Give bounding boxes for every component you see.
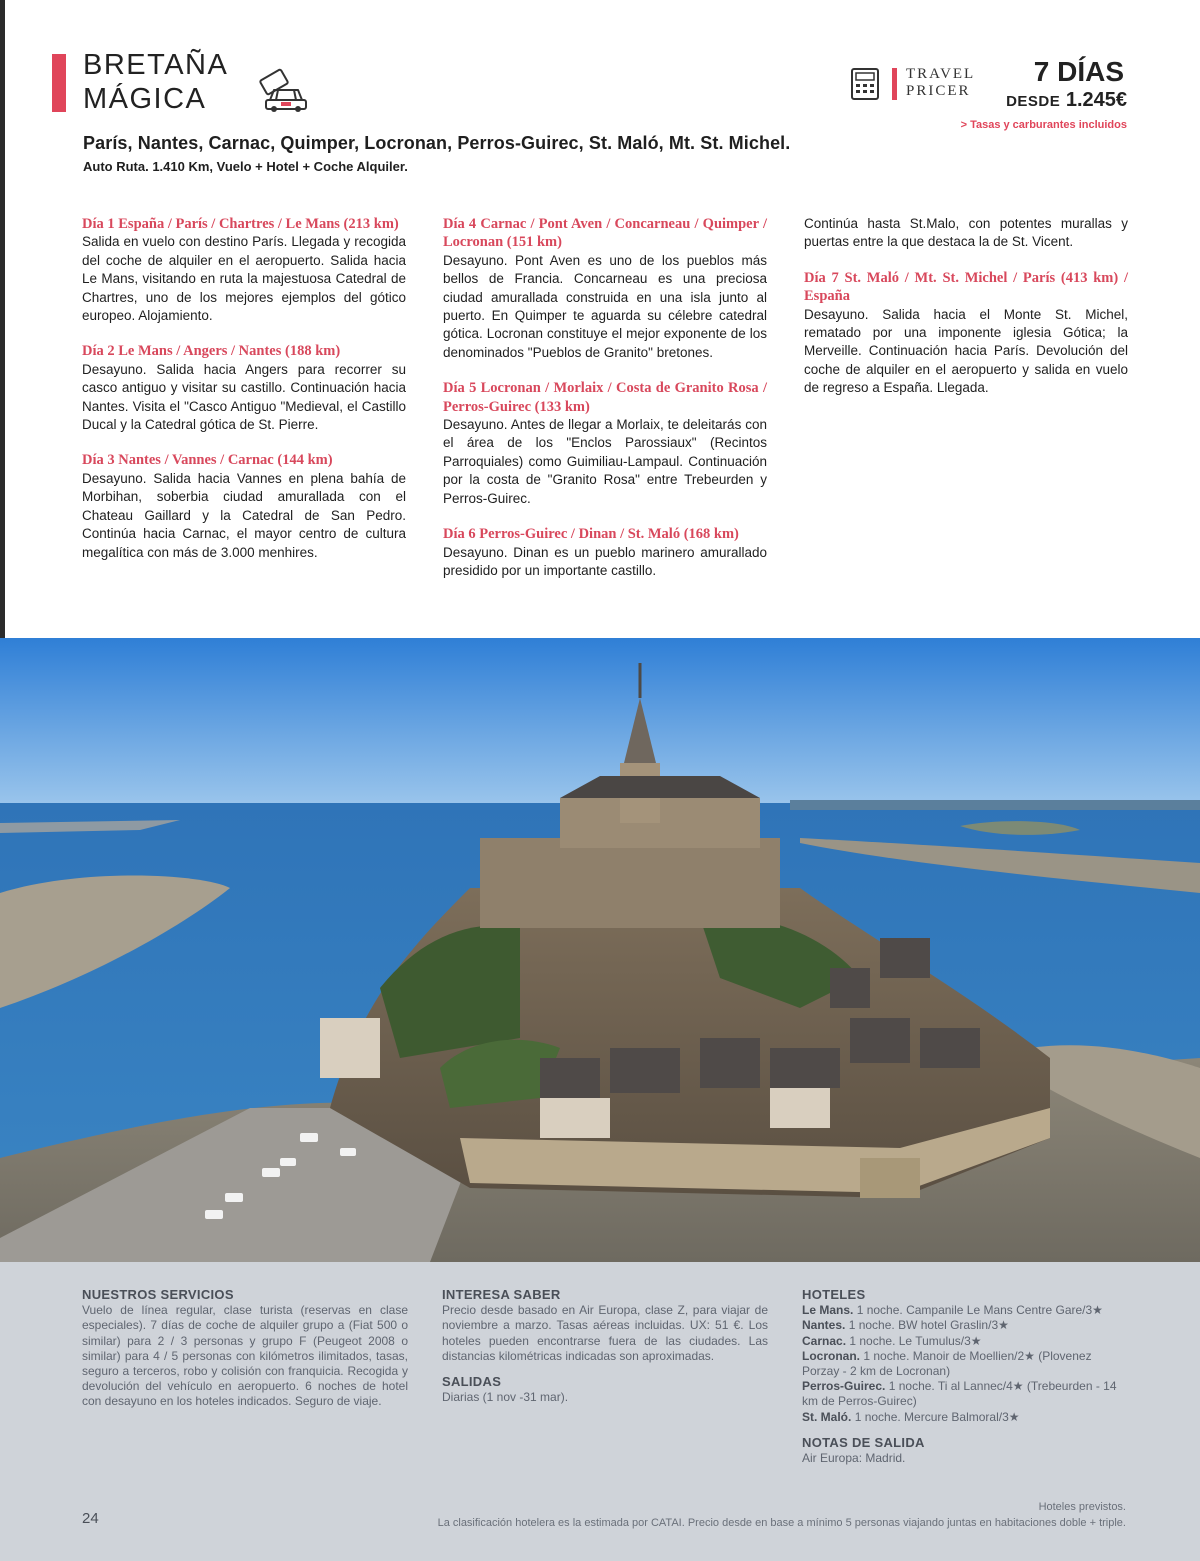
- day-description: Desayuno. Salida hacia Vannes en plena bahía de Morbihan, soberbia ciudad amurallada con el Chateau Gaillard y la Catedral de San Pedro. Continúa hacia Carnac, el mayor centro de cultura megalítica con más de 3.000 menhires.: [82, 470, 406, 560]
- hotel-city: Perros-Guirec.: [802, 1379, 886, 1394]
- itinerary-day: [804, 269, 1128, 398]
- hotel-detail: 1 noche. Manoir de Moellien/2★ (Plovenez Porzay - 2 km de Locronan): [802, 1348, 1092, 1379]
- day-description: Desayuno. Salida hacia Angers para recorrer su casco antiguo y visitar su castillo. Continuación hacia Nantes. Visita el "Casco Antiguo "Medieval, el Castillo Ducal y la Catedral gótica de St. Pierre.: [82, 361, 406, 433]
- hotel-entry: [802, 1334, 1128, 1349]
- day-title: Día 1 España / París / Chartres / Le Mans (213 km): [82, 216, 399, 232]
- page-number: 24: [82, 1510, 99, 1527]
- hotel-city: Nantes.: [802, 1318, 846, 1333]
- good-to-know-column: [442, 1287, 768, 1405]
- cities-list: París, Nantes, Carnac, Quimper, Locronan, Perros-Guirec, St. Maló, Mt. St. Michel.: [83, 133, 791, 153]
- hotel-city: Carnac.: [802, 1333, 847, 1348]
- day-description: Desayuno. Dinan es un pueblo marinero amurallado presidido por un importante castillo.: [443, 544, 767, 578]
- hotel-entry: [802, 1379, 1128, 1409]
- hotel-city: Locronan.: [802, 1348, 861, 1363]
- hotel-entry: [802, 1318, 1128, 1333]
- calculator-icon: [850, 67, 880, 101]
- day-title: Día 3 Nantes / Vannes / Carnac (144 km): [82, 452, 333, 469]
- departures-text: Diarias (1 nov -31 mar).: [442, 1390, 569, 1405]
- day-title: Día 6 Perros-Guirec / Dinan / St. Maló (168 km): [443, 526, 739, 543]
- hotel-detail: 1 noche. Campanile Le Mans Centre Gare/3★: [856, 1303, 1103, 1318]
- services-heading: NUESTROS SERVICIOS: [82, 1287, 234, 1302]
- day-title: Día 7 St. Maló / Mt. St. Michel / París (413 km) / España: [804, 269, 1128, 305]
- itinerary-continuation: [804, 215, 1128, 252]
- good-to-know-heading: INTERESA SABER: [442, 1287, 561, 1302]
- hotel-city: Le Mans.: [802, 1303, 854, 1318]
- itinerary-column-1: [82, 215, 406, 579]
- pricer-line-1: TRAVEL: [906, 66, 976, 82]
- hotel-detail: 1 noche. Le Tumulus/3★: [849, 1333, 982, 1348]
- itinerary-column-3: [804, 215, 1128, 415]
- itinerary-column-2: [443, 215, 767, 597]
- title-line-2: MÁGICA: [83, 83, 207, 115]
- taxes-note: > Tasas y carburantes incluidos: [960, 119, 1127, 131]
- footer-note-2: La clasificación hotelera es la estimada por CATAI. Precio desde en base a mínimo 5 personas viajando juntas en habitaciones doble + triple.: [437, 1517, 1126, 1529]
- hotel-entry: [802, 1410, 1128, 1425]
- trip-price: [1006, 89, 1127, 112]
- departures-heading: SALIDAS: [442, 1374, 502, 1390]
- hotel-detail: 1 noche. Mercure Balmoral/3★: [854, 1409, 1020, 1424]
- footer-note-1: Hoteles previstos.: [1038, 1501, 1126, 1513]
- departure-notes-text: Air Europa: Madrid.: [802, 1451, 906, 1466]
- itinerary-day: [82, 215, 406, 325]
- hotel-detail: 1 noche. Ti al Lannec/4★ (Trebeurden - 14 km de Perros-Guirec): [802, 1379, 1117, 1409]
- pricer-accent-bar: [892, 68, 897, 100]
- info-section: [0, 1262, 1200, 1561]
- hotel-city: St. Maló.: [802, 1409, 852, 1424]
- itinerary-day: [443, 379, 767, 508]
- hotels-heading: HOTELES: [802, 1287, 866, 1302]
- day-title: Día 2 Le Mans / Angers / Nantes (188 km): [82, 343, 341, 360]
- price-amount: 1.245€: [1065, 89, 1127, 111]
- day-title: Día 4 Carnac / Pont Aven / Concarneau / Quimper / Locronan (151 km): [443, 216, 767, 251]
- itinerary-day: [82, 342, 406, 434]
- day-description: Desayuno. Salida hacia el Monte St. Michel, rematado por una imponente iglesia Gótica; la Merveille. Continuación hacia París. Devolución del coche de alquiler en el aeropuerto y salida en vuelo de regreso a España. Llegada.: [804, 306, 1128, 396]
- title-accent-bar: [52, 54, 66, 112]
- day-description: Salida en vuelo con destino París. Llegada y recogida del coche de alquiler en el aeropuerto. Salida hacia Le Mans, visitando en ruta la majestuosa Catedral de Chartres, uno de los mejores ejemplos del gótico europeo. Alojamiento.: [82, 234, 406, 324]
- good-to-know-text: Precio desde basado en Air Europa, clase Z, para viajar de noviembre a marzo. Tasas aéreas incluidas. UX: 51 €. Los hoteles pueden encontrarse fuera de las ciudades. Las distancias kilométricas indicadas son aproximadas.: [442, 1303, 768, 1363]
- mont-saint-michel-photo: [0, 638, 1200, 1262]
- title-line-1: BRETAÑA: [83, 49, 229, 81]
- travel-pricer-label: [906, 66, 975, 100]
- hotels-column: [802, 1287, 1128, 1466]
- itinerary-day: [82, 451, 406, 561]
- trip-duration: 7 DÍAS: [1033, 56, 1124, 87]
- departure-notes-heading: NOTAS DE SALIDA: [802, 1434, 925, 1450]
- services-text: Vuelo de línea regular, clase turista (reservas en clase especiales). 7 días de coche de alquiler grupo a (Fiat 500 o similar) para 2 / 3 personas y grupo F (Peugeot 2008 o similar) para 4 / 5 personas con kilómetros ilimitados, tasas, seguro a terceros, robo y colisión con franquicia. Recogida y devolución del vehículo en aeropuerto. 6 noches de hotel con desayuno en los hoteles indicados. Seguro de viaje.: [82, 1303, 408, 1409]
- hotel-detail: 1 noche. BW hotel Graslin/3★: [848, 1318, 1009, 1333]
- price-prefix: DESDE: [1006, 93, 1061, 110]
- services-column: [82, 1287, 408, 1410]
- page-edge-rule: [0, 0, 5, 640]
- day-title: Día 5 Locronan / Morlaix / Costa de Granito Rosa / Perros-Guirec (133 km): [443, 380, 767, 415]
- itinerary-day: [443, 215, 767, 362]
- route-summary: Auto Ruta. 1.410 Km, Vuelo + Hotel + Coche Alquiler.: [83, 159, 408, 174]
- itinerary-day: [443, 525, 767, 580]
- page-title: [83, 48, 228, 116]
- hotel-entry: [802, 1349, 1128, 1379]
- pricer-line-2: PRICER: [906, 83, 971, 99]
- day-description: Continúa hasta St.Malo, con potentes murallas y puertas entre la que destaca la de St. Vicent.: [804, 216, 1128, 250]
- day-description: Desayuno. Antes de llegar a Morlaix, te deleitarás con el área de los "Enclos Parossiaux" (Recintos Parroquiales) como Guimiliau-Lampaul. Continuación por la costa de "Granito Rosa" entre Trebeurden y Perros-Guirec.: [443, 417, 767, 506]
- fly-drive-car-icon: [256, 60, 312, 116]
- hotel-entry: [802, 1303, 1128, 1318]
- day-description: Desayuno. Pont Aven es uno de los pueblos más bellos de Francia. Concarneau es una preciosa ciudad amurallada construida en una isla junto al puerto. En Quimper te aguarda su célebre catedral gótica. Locronan constituye el mejor exponente de los denominados "Pueblos de Granito" bretones.: [443, 252, 767, 360]
